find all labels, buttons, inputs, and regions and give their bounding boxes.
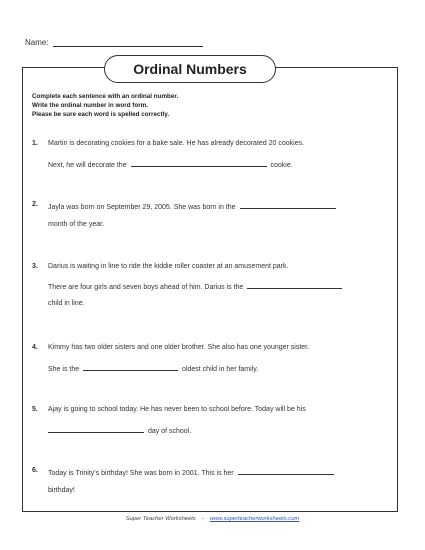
question-text-line2 [48, 281, 344, 291]
question-text: Jayla was born on September 29, 2005. She was born in the [48, 204, 236, 211]
question-text: cookie. [270, 162, 293, 169]
instructions [32, 92, 178, 119]
question-text: She is the [48, 366, 80, 373]
question-text: month of the year. [48, 221, 105, 228]
question-number: 3. [32, 263, 38, 270]
answer-blank[interactable] [240, 201, 336, 209]
question-text-line2 [48, 363, 258, 373]
footer-separator: - [201, 516, 204, 522]
answer-blank[interactable] [247, 281, 342, 289]
question-text: oldest child in her family. [182, 366, 259, 373]
question-text: Next, he will decorate the [48, 162, 127, 169]
question-text: Kimmy has two older sisters and one older brother. She also has one younger sister. [48, 344, 310, 351]
question-text-line1 [48, 467, 336, 477]
question-number: 6. [32, 467, 38, 474]
question-number: 4. [32, 344, 38, 351]
question-text-line2 [48, 425, 191, 435]
question-text: Today is Trinity's birthday! She was born in 2001. This is her [48, 470, 234, 477]
question-text: Ajay is going to school today. He has never been to school before. Today will be his [48, 406, 306, 413]
instruction-line: Write the ordinal number in word form. [32, 102, 149, 109]
footer [0, 516, 425, 522]
name-blank[interactable] [53, 46, 203, 47]
answer-blank[interactable] [238, 467, 334, 475]
footer-link[interactable]: www.superteacherworksheets.com [209, 516, 300, 522]
question-text: child in line. [48, 300, 85, 307]
question-text: birthday! [48, 487, 75, 494]
question-text-line1 [48, 201, 338, 211]
answer-blank[interactable] [131, 159, 267, 167]
question-text: Darius is waiting in line to ride the kiddie roller coaster at an amusement park. [48, 263, 289, 270]
question-text: day of school. [147, 428, 192, 435]
question-text: Martin is decorating cookies for a bake sale. He has already decorated 20 cookies. [48, 140, 305, 147]
question-number: 5. [32, 406, 38, 413]
answer-blank[interactable] [83, 363, 178, 371]
question-text-line2 [48, 159, 293, 169]
page-title: Ordinal Numbers [104, 55, 276, 83]
answer-blank[interactable] [48, 425, 144, 433]
instruction-line: Complete each sentence with an ordinal number. [32, 93, 179, 100]
name-label: Name: [25, 38, 49, 47]
name-row [25, 38, 203, 47]
question-number: 1. [32, 140, 38, 147]
question-text: There are four girls and seven boys ahead of him. Darius is the [48, 284, 244, 291]
question-number: 2. [32, 201, 38, 208]
instruction-line: Please be sure each word is spelled correctly. [32, 111, 170, 118]
footer-brand: Super Teacher Worksheets [125, 516, 196, 522]
